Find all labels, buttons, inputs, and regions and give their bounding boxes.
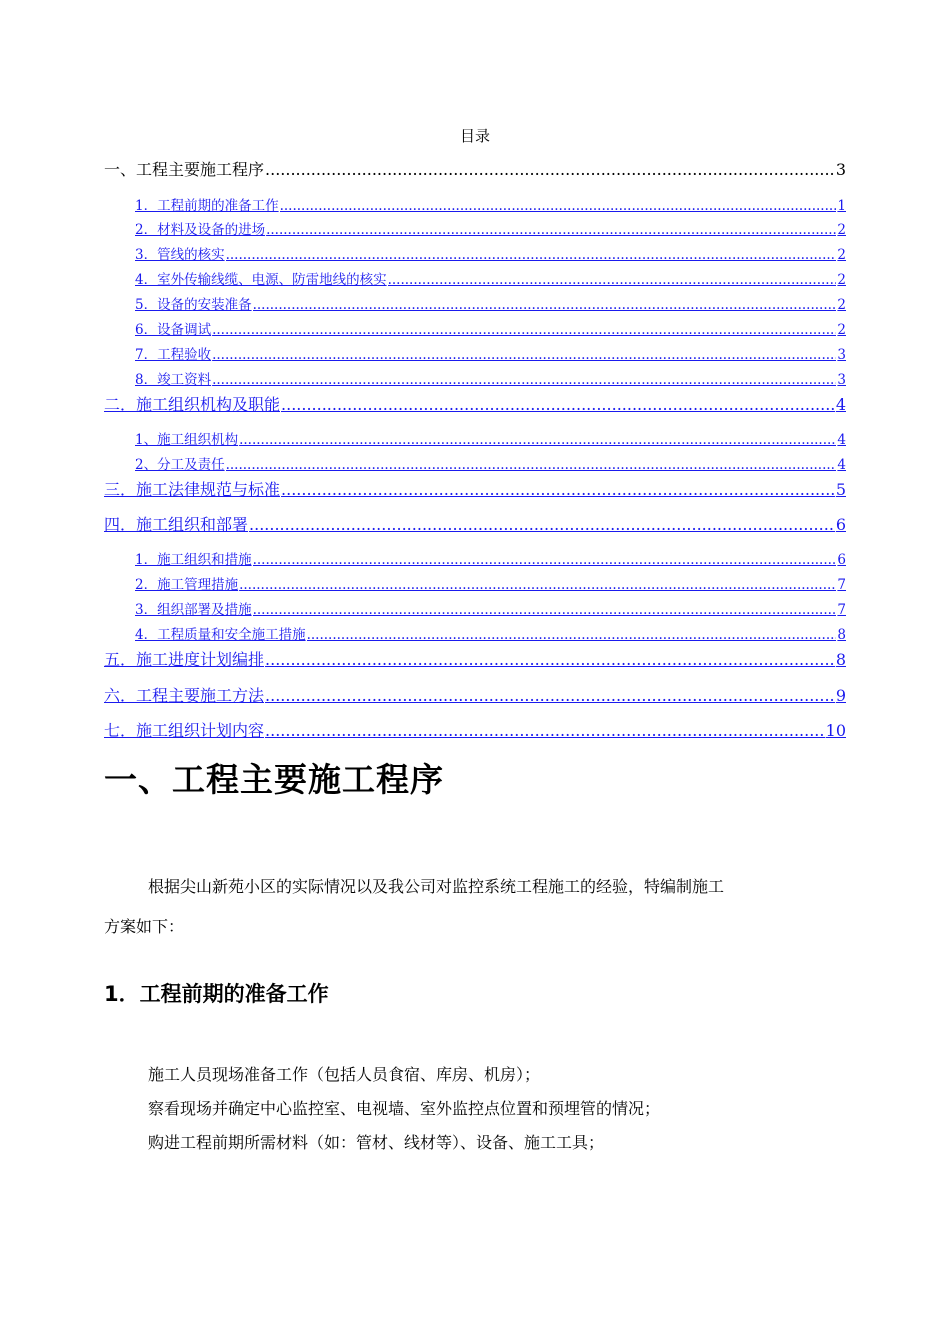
intro-paragraph-line-2: 方案如下： [104, 917, 185, 936]
toc-entry-label: 4．室外传输线缆、电源、防雷地线的核实 [135, 272, 387, 288]
section-heading: 一、工程主要施工程序 [104, 760, 444, 799]
toc-entry-4-1[interactable] [135, 551, 846, 569]
toc-leader-dots [226, 456, 837, 474]
toc-entry-label: 六．工程主要施工方法 [104, 686, 265, 705]
toc-entry-label: 7．工程验收 [135, 347, 212, 363]
toc-entry-label: 2．施工管理措施 [135, 577, 239, 593]
toc-leader-dots [266, 221, 836, 239]
toc-leader-dots [253, 601, 837, 619]
toc-entry-1-6[interactable] [135, 321, 846, 339]
toc-entry-1-1[interactable] [135, 197, 846, 215]
toc-entry-label: 2．材料及设备的进场 [135, 222, 266, 238]
toc-leader-dots [388, 271, 837, 289]
toc-entry-label: 四．施工组织和部署 [104, 515, 249, 534]
toc-entry-4-4[interactable] [135, 626, 846, 644]
toc-entry-section-3[interactable] [104, 479, 846, 501]
toc-entry-page: 3 [837, 372, 846, 388]
toc-entry-page: 2 [837, 222, 846, 238]
toc-leader-dots [253, 296, 837, 314]
toc-entry-label: 五．施工进度计划编排 [104, 650, 265, 669]
toc-entry-section-2[interactable] [104, 394, 846, 416]
subsection-heading: 1．工程前期的准备工作 [104, 982, 329, 1006]
toc-entry-page: 3 [837, 347, 846, 363]
toc-entry-label: 4．工程质量和安全施工措施 [135, 627, 306, 643]
toc-leader-dots [212, 346, 836, 364]
toc-entry-1-4[interactable] [135, 271, 846, 289]
toc-entry-4-3[interactable] [135, 601, 846, 619]
toc-entry-page: 7 [837, 577, 846, 593]
toc-entry-page: 10 [825, 721, 846, 740]
toc-entry-page: 4 [837, 432, 846, 448]
toc-entry-label: 2、分工及责任 [135, 457, 225, 473]
toc-leader-dots [212, 321, 836, 339]
toc-entry-page: 4 [835, 395, 846, 414]
toc-entry-label: 七．施工组织计划内容 [104, 721, 265, 740]
toc-leader-dots [265, 720, 825, 742]
toc-entry-page: 6 [835, 515, 846, 534]
toc-entry-page: 7 [837, 602, 846, 618]
toc-leader-dots [280, 197, 837, 215]
toc-entry-1-5[interactable] [135, 296, 846, 314]
toc-entry-2-2[interactable] [135, 456, 846, 474]
toc-entry-page: 6 [837, 552, 846, 568]
toc-entry-page: 5 [835, 480, 846, 499]
toc-leader-dots [265, 649, 835, 671]
toc-entry-label: 3．管线的核实 [135, 247, 225, 263]
toc-leader-dots [281, 394, 835, 416]
toc-entry-page: 2 [837, 297, 846, 313]
toc-entry-section-4[interactable] [104, 514, 846, 536]
body-line: 施工人员现场准备工作（包括人员食宿、库房、机房）； [148, 1065, 541, 1084]
toc-title: 目录 [459, 127, 490, 145]
toc-entry-label: 一、工程主要施工程序 [104, 160, 265, 179]
toc-entry-4-2[interactable] [135, 576, 846, 594]
toc-leader-dots [281, 479, 835, 501]
toc-leader-dots [265, 685, 835, 707]
toc-entry-section-6[interactable] [104, 685, 846, 707]
toc-leader-dots [253, 551, 837, 569]
toc-leader-dots [307, 626, 837, 644]
toc-entry-page: 8 [835, 650, 846, 669]
toc-entry-label: 5．设备的安装准备 [135, 297, 252, 313]
toc-entry-page: 2 [837, 322, 846, 338]
body-line: 购进工程前期所需材料（如：管材、线材等）、设备、施工工具； [148, 1133, 605, 1152]
toc-entry-page: 2 [837, 272, 846, 288]
toc-entry-1-8[interactable] [135, 371, 846, 389]
toc-entry-page: 4 [837, 457, 846, 473]
toc-entry-2-1[interactable] [135, 431, 846, 449]
toc-entry-page: 1 [837, 198, 846, 214]
toc-entry-page: 2 [837, 247, 846, 263]
toc-entry-section-7[interactable] [104, 720, 846, 742]
toc-leader-dots [239, 576, 836, 594]
toc-entry-label: 6．设备调试 [135, 322, 212, 338]
toc-entry-label: 三．施工法律规范与标准 [104, 480, 281, 499]
toc-entry-label: 1、施工组织机构 [135, 432, 239, 448]
toc-entry-section-5[interactable] [104, 649, 846, 671]
toc-leader-dots [265, 159, 835, 181]
toc-entry-label: 8．竣工资料 [135, 372, 212, 388]
toc-leader-dots [249, 514, 835, 536]
toc-entry-label: 3．组织部署及措施 [135, 602, 252, 618]
toc-entry-1-2[interactable] [135, 221, 846, 239]
toc-entry-page: 3 [835, 160, 846, 179]
body-line: 察看现场并确定中心监控室、电视墙、室外监控点位置和预埋管的情况； [148, 1099, 661, 1118]
intro-paragraph-line-1: 根据尖山新苑小区的实际情况以及我公司对监控系统工程施工的经验，特编制施工 [148, 877, 725, 896]
toc-leader-dots [239, 431, 836, 449]
toc-leader-dots [226, 246, 837, 264]
toc-entry-label: 1．工程前期的准备工作 [135, 198, 279, 214]
toc-leader-dots [212, 371, 836, 389]
toc-entry-label: 二．施工组织机构及职能 [104, 395, 281, 414]
toc-entry-page: 9 [835, 686, 846, 705]
toc-entry-section-1[interactable] [104, 159, 846, 181]
toc-entry-1-7[interactable] [135, 346, 846, 364]
toc-entry-1-3[interactable] [135, 246, 846, 264]
toc-entry-page: 8 [837, 627, 846, 643]
toc-entry-label: 1．施工组织和措施 [135, 552, 252, 568]
